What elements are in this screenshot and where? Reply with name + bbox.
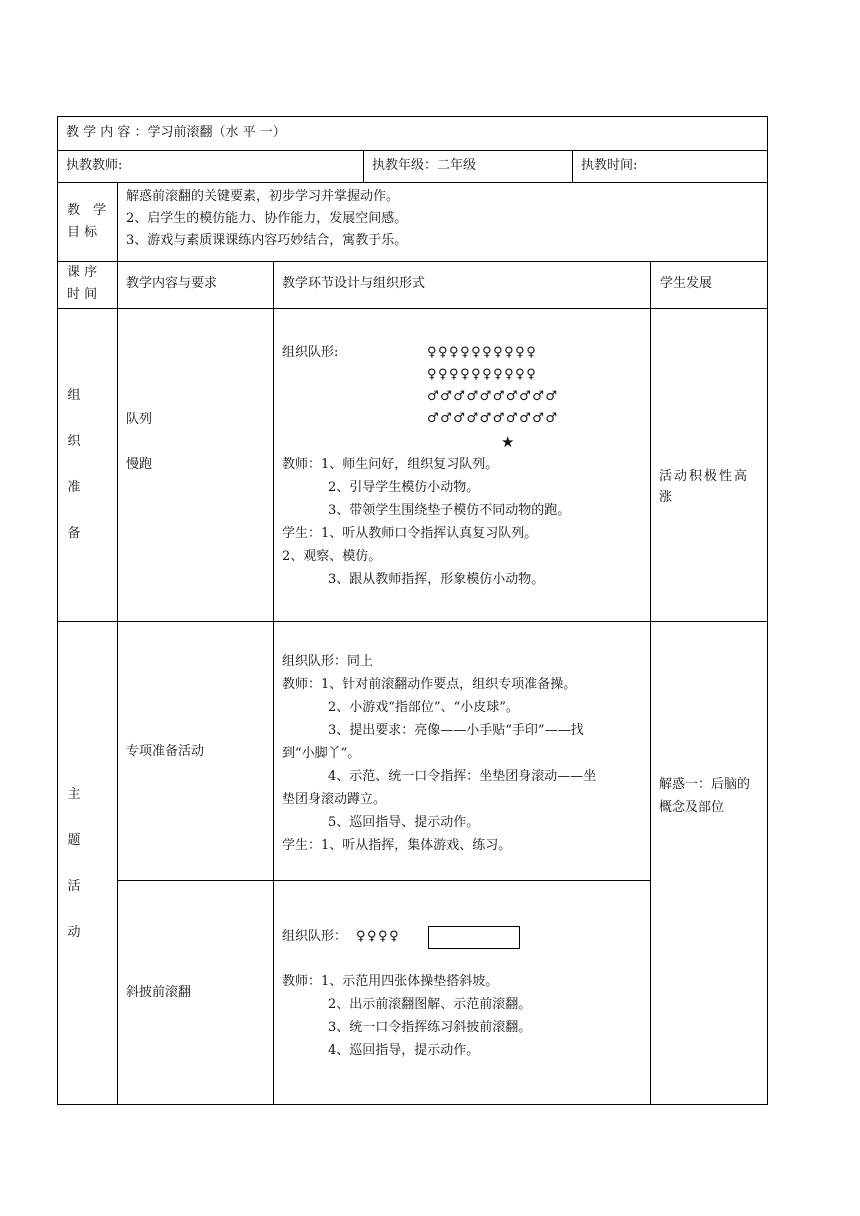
design-line: 学生：1、听从指挥，集体游戏、练习。 (282, 838, 512, 853)
male-student-row: ♂♂♂♂♂♂♂♂♂♂ (427, 389, 559, 404)
female-student-row: ♀♀♀♀♀♀♀♀♀♀ (427, 345, 538, 360)
section2-part2-design-text (282, 970, 531, 1062)
design-line: 2、出示前滚翻图解、示范前滚翻。 (328, 997, 532, 1012)
col-design-header: 教学环节设计与组织形式 (282, 276, 426, 291)
row-divider (57, 150, 768, 151)
col-divider (273, 261, 274, 1105)
phase-char: 准 (67, 480, 81, 495)
col-divider (572, 150, 573, 182)
grade-label: 执教年级：二年级 (372, 158, 477, 173)
goal-item: 解惑前滚翻的关键要素，初步学习并掌握动作。 (126, 189, 400, 204)
row-divider (57, 261, 768, 262)
goals-label-top: 教 学 (67, 203, 107, 218)
design-line: 2、小游戏“指部位”、“小皮球”。 (328, 700, 519, 715)
design-line: 学生：1、听从教师口令指挥认真复习队列。 (282, 526, 538, 541)
formation-label: 组织队形: (282, 345, 339, 360)
design-line: 到“小脚丫”。 (282, 746, 361, 761)
female-student-row: ♀♀♀♀ (356, 929, 401, 944)
design-line: 3、提出要求：亮像——小手贴“手印”——找 (328, 723, 584, 738)
design-line: 教师：1、师生问好，组织复习队列。 (282, 457, 499, 472)
goals-label-bottom: 目 标 (67, 225, 98, 240)
design-line: 垫团身滚动蹲立。 (282, 792, 387, 807)
time-label: 执教时间: (581, 158, 638, 173)
design-line: 2、观察、模仿。 (282, 549, 382, 564)
col-divider (363, 150, 364, 182)
col-divider (650, 261, 651, 1105)
design-line: 3、带领学生围绕垫子模仿不同动物的跑。 (328, 503, 571, 518)
design-line: 5、巡回指导、提示动作。 (328, 815, 480, 830)
design-line: 4、示范、统一口令指挥：坐垫团身滚动——坐 (328, 769, 597, 784)
design-line: 教师：1、示范用四张体操垫搭斜坡。 (282, 974, 499, 989)
phase-char: 主 (67, 787, 81, 802)
phase-char: 备 (67, 526, 81, 541)
lesson-content-title: 教 学 内 容 ：学习前滚翻（水 平 一） (66, 125, 286, 140)
col-content-header: 教学内容与要求 (126, 276, 218, 291)
phase-char: 题 (67, 833, 81, 848)
development-line: 概念及部位 (659, 800, 725, 815)
goal-item: 2、启学生的模仿能力、协作能力，发展空间感。 (126, 211, 408, 226)
phase-char: 组 (67, 388, 81, 403)
gym-mat-icon (428, 926, 520, 949)
development-line: 涨 (659, 490, 673, 505)
development-line: 解惑一：后脑的 (659, 777, 751, 792)
lesson-plan-table (57, 116, 768, 1105)
design-line: 4、巡回指导，提示动作。 (328, 1043, 480, 1058)
col-order-top: 课 序 (67, 265, 98, 280)
section1-development (659, 465, 749, 509)
content-item: 斜披前滚翻 (126, 985, 192, 1000)
col-order-bottom: 时 间 (67, 287, 98, 302)
male-student-row: ♂♂♂♂♂♂♂♂♂♂ (427, 411, 559, 426)
section2-development (659, 773, 750, 819)
phase-label-theme (64, 785, 84, 969)
col-divider (117, 182, 118, 1105)
goals-list (126, 186, 407, 252)
row-divider (57, 182, 768, 183)
female-student-row: ♀♀♀♀♀♀♀♀♀♀ (427, 367, 538, 382)
design-line: 3、统一口令指挥练习斜披前滚翻。 (328, 1020, 532, 1035)
phase-char: 活 (67, 879, 81, 894)
row-divider (57, 308, 768, 309)
content-item: 专项准备活动 (126, 744, 205, 759)
section2-part1-design-text (282, 650, 596, 857)
content-item: 慢跑 (126, 457, 153, 472)
row-divider (57, 621, 768, 622)
teacher-star-icon: ★ (501, 433, 516, 451)
goal-item: 3、游戏与素质课课练内容巧妙结合，寓教于乐。 (126, 233, 408, 248)
design-line: 2、引导学生模仿小动物。 (328, 480, 480, 495)
design-line: 3、跟从教师指挥，形象模仿小动物。 (328, 572, 545, 587)
phase-char: 织 (67, 434, 81, 449)
design-line: 组织队形：同上 (282, 654, 374, 669)
teacher-label: 执教教师: (66, 158, 123, 173)
section1-design-text (282, 453, 570, 591)
formation-label: 组织队形： (282, 929, 348, 944)
row-divider (117, 880, 650, 881)
development-line: 活动积极性高 (659, 469, 750, 484)
phase-char: 动 (67, 925, 81, 940)
phase-label-organize (64, 386, 84, 570)
col-development-header: 学生发展 (660, 276, 713, 291)
content-item: 队列 (126, 412, 153, 427)
design-line: 教师：1、针对前滚翻动作要点，组织专项准备操。 (282, 677, 577, 692)
